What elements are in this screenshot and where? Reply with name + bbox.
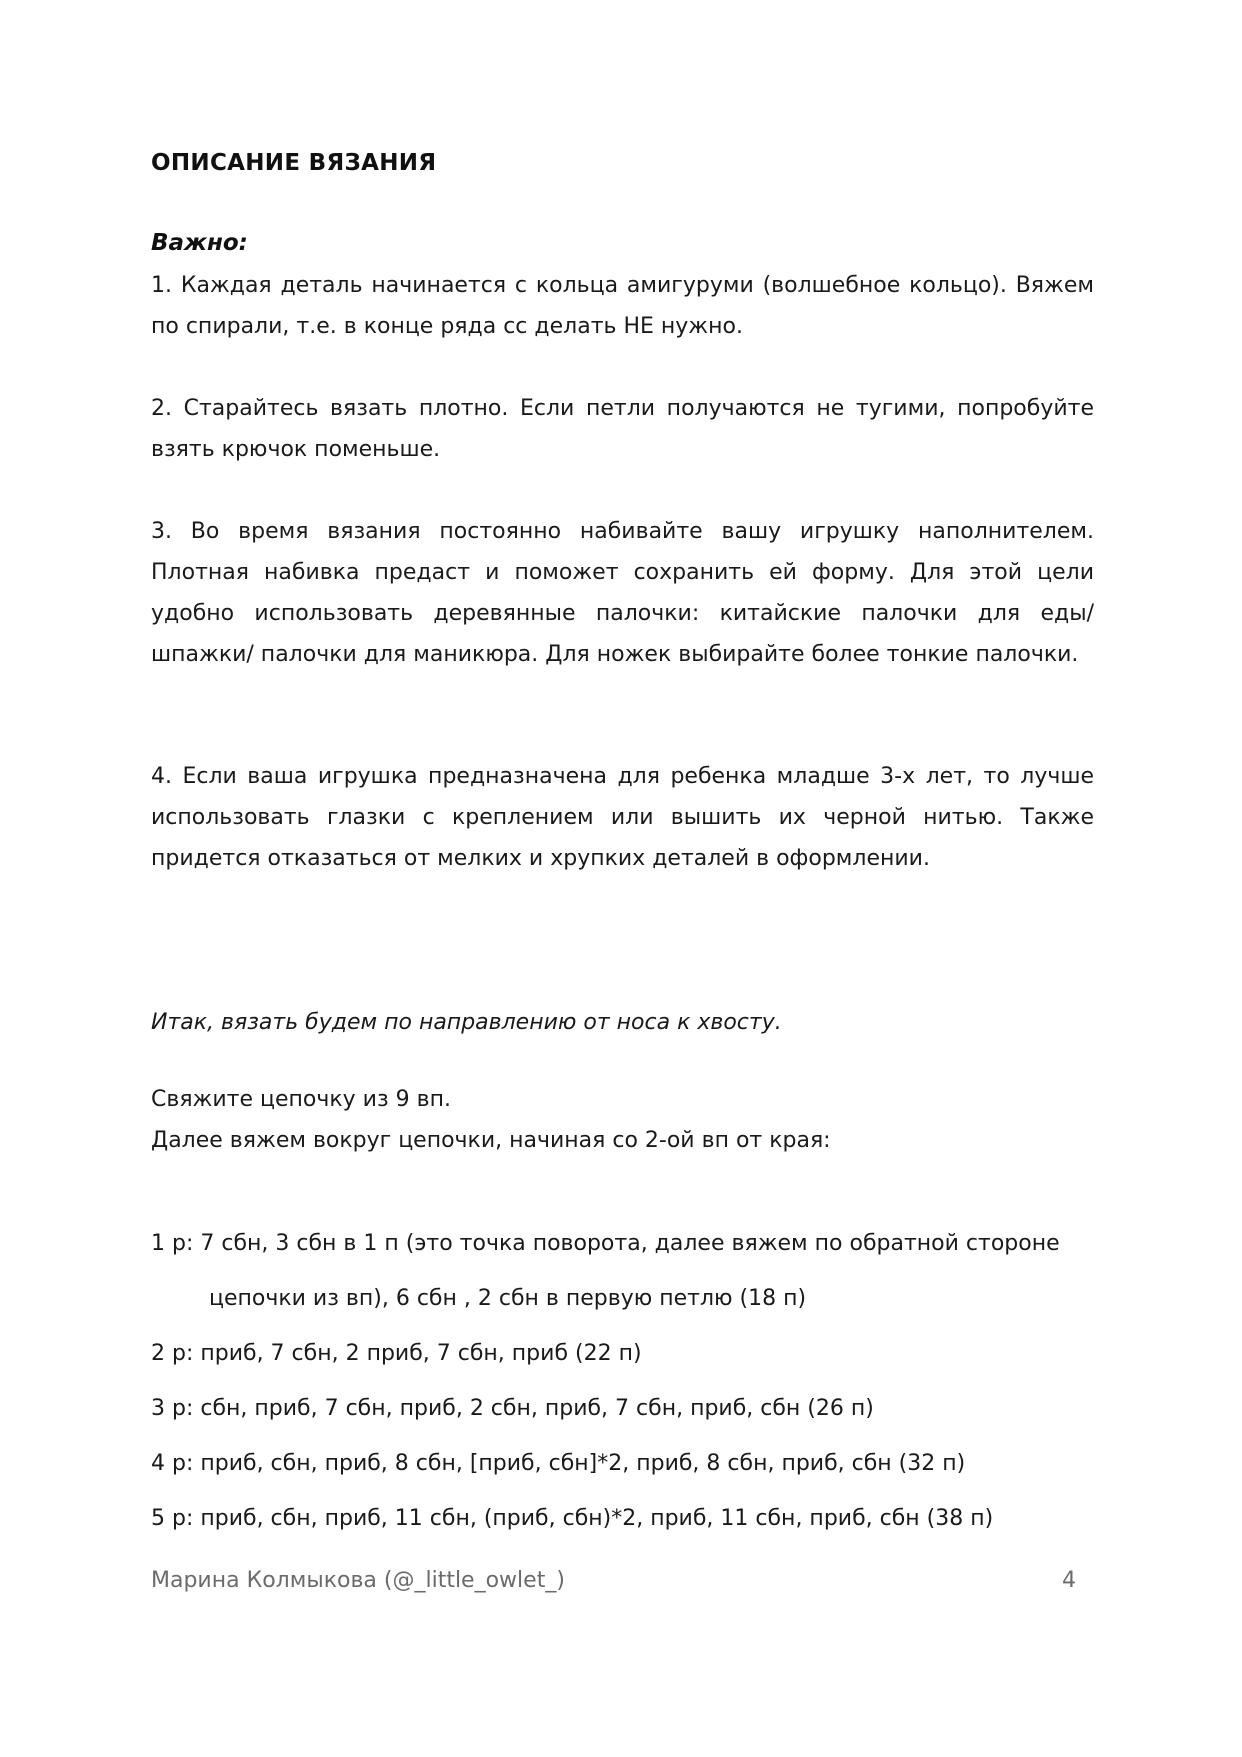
around-instruction: Далее вяжем вокруг цепочки, начиная со 2-ой вп от края: xyxy=(151,1128,831,1153)
row-instruction-3: 3 р: сбн, приб, 7 сбн, приб, 2 сбн, приб, 7 сбн, приб, сбн (26 п) xyxy=(151,1396,874,1421)
row-1-line-1: 1 р: 7 сбн, 3 сбн в 1 п (это точка поворота, далее вяжем по обратной стороне xyxy=(151,1231,1060,1256)
intro-italic-text: Итак, вязать будем по направлению от носа к хвосту. xyxy=(151,1010,782,1035)
row-1-line-2: цепочки из вп), 6 сбн , 2 сбн в первую петлю (18 п) xyxy=(209,1286,807,1311)
note-paragraph-3: 3. Во время вязания постоянно набивайте вашу игрушку наполнителем. Плотная набивка предаст и поможет сохранить ей форму. Для этой цели удобно использовать деревянные палочки: китайские палочки для еды/ шпажки/ палочки для маникюра. Для ножек выбирайте более тонкие палочки. xyxy=(151,519,1094,667)
footer-author: Марина Колмыкова (@_little_owlet_) xyxy=(151,1568,565,1593)
footer-page-number: 4 xyxy=(1062,1568,1076,1593)
row-instruction-5: 5 р: приб, сбн, приб, 11 сбн, (приб, сбн)*2, приб, 11 сбн, приб, сбн (38 п) xyxy=(151,1506,994,1531)
note-paragraph-2: 2. Старайтесь вязать плотно. Если петли получаются не тугими, попробуйте взять крючок поменьше. xyxy=(151,396,1094,462)
row-instruction-4: 4 р: приб, сбн, приб, 8 сбн, [приб, сбн]*2, приб, 8 сбн, приб, сбн (32 п) xyxy=(151,1451,966,1476)
important-label: Важно: xyxy=(151,230,248,256)
row-instruction-1 xyxy=(151,1216,1094,1326)
row-instruction-2: 2 р: приб, 7 сбн, 2 приб, 7 сбн, приб (22 п) xyxy=(151,1341,642,1366)
chain-instruction: Свяжите цепочку из 9 вп. xyxy=(151,1087,451,1112)
document-page xyxy=(151,0,1094,1757)
note-paragraph-1: 1. Каждая деталь начинается с кольца амигуруми (волшебное кольцо). Вяжем по спирали, т.е. в конце ряда сс делать НЕ нужно. xyxy=(151,273,1094,339)
section-heading: ОПИСАНИЕ ВЯЗАНИЯ xyxy=(151,150,437,176)
note-paragraph-4: 4. Если ваша игрушка предназначена для ребенка младше 3-х лет, то лучше использовать глазки с креплением или вышить их черной нитью. Также придется отказаться от мелких и хрупких деталей в оформлении. xyxy=(151,764,1094,871)
